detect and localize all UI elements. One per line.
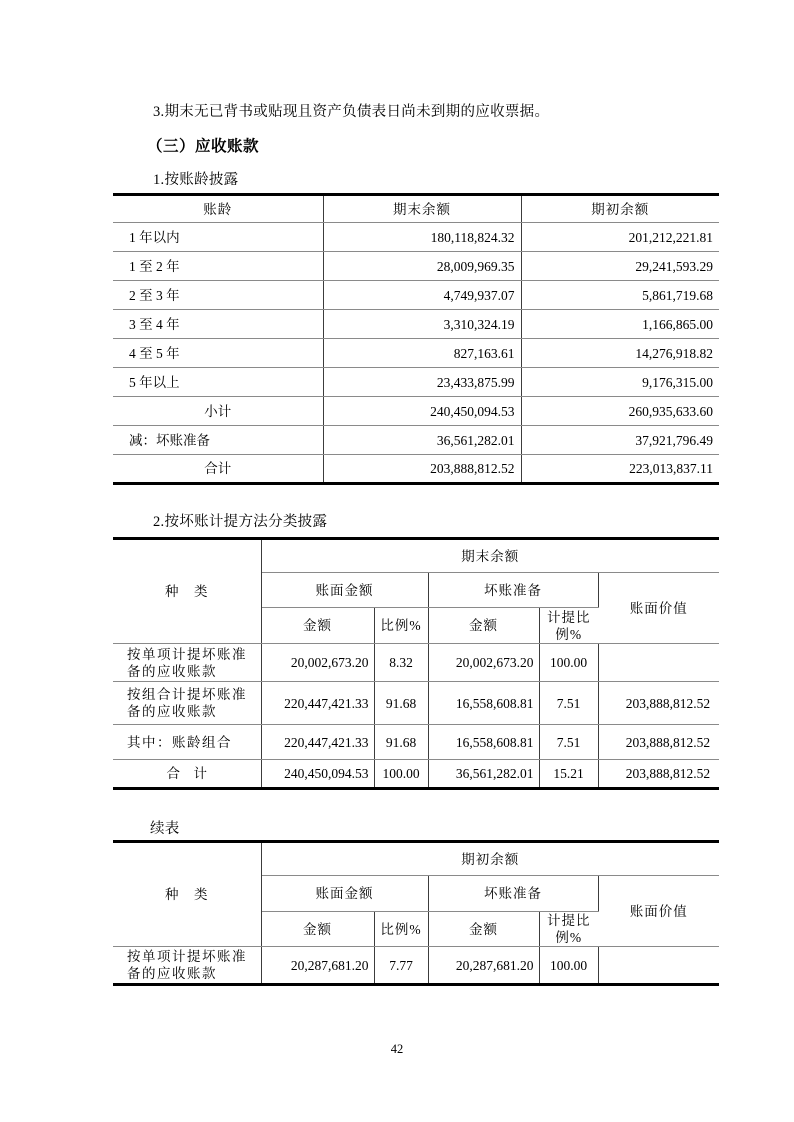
subsection-2-title: 2.按坏账计提方法分类披露: [153, 514, 328, 530]
table-row: [113, 281, 719, 310]
header-aging: 账龄: [113, 195, 323, 223]
aging-table: [113, 193, 719, 485]
header-ending-balance: 期末余额: [323, 195, 521, 223]
table-row: [113, 223, 719, 252]
aging-label: 1 至 2 年: [113, 252, 323, 281]
table-row: [113, 682, 719, 725]
aging-label: 3 至 4 年: [113, 310, 323, 339]
header-bad-debt-provision: 坏账准备: [428, 876, 598, 912]
book-value: 203,888,812.52: [598, 682, 719, 725]
table-row: [113, 252, 719, 281]
header-amount: 金额: [428, 912, 539, 947]
header-bad-debt-provision: 坏账准备: [428, 573, 598, 608]
header-ratio: 比例%: [374, 608, 428, 644]
book-value: 203,888,812.52: [598, 725, 719, 760]
header-beginning-balance: 期初余额: [521, 195, 719, 223]
total-row: [113, 760, 719, 789]
header-book-amount: 账面金额: [261, 573, 428, 608]
beginning-balance-value: 37,921,796.49: [521, 426, 719, 455]
provision-ratio-value: 100.00: [539, 644, 598, 682]
beginning-balance-value: 201,212,221.81: [521, 223, 719, 252]
category-label: 按单项计提坏账准备的应收账款: [113, 947, 261, 985]
beginning-balance-value: 9,176,315.00: [521, 368, 719, 397]
provision-method-table-ending: [113, 537, 719, 790]
book-value: [598, 947, 719, 985]
table-row: [113, 426, 719, 455]
ending-balance-value: 36,561,282.01: [323, 426, 521, 455]
book-amount-value: 220,447,421.33: [261, 725, 374, 760]
header-book-value: 账面价值: [598, 876, 719, 947]
table-row: [113, 310, 719, 339]
beginning-balance-value: 5,861,719.68: [521, 281, 719, 310]
bad-debt-amount-value: 16,558,608.81: [428, 725, 539, 760]
header-provision-ratio: 计提比例%: [539, 912, 598, 947]
header-ending-balance: 期末余额: [261, 539, 719, 573]
book-amount-value: 20,002,673.20: [261, 644, 374, 682]
table-row: [113, 339, 719, 368]
ratio-value: 100.00: [374, 760, 428, 789]
header-provision-ratio: 计提比例%: [539, 608, 598, 644]
header-book-amount: 账面金额: [261, 876, 428, 912]
total-label: 合 计: [113, 760, 261, 789]
ending-balance-value: 180,118,824.32: [323, 223, 521, 252]
aging-label: 5 年以上: [113, 368, 323, 397]
subsection-1-title: 1.按账龄披露: [153, 172, 239, 188]
beginning-balance-value: 260,935,633.60: [521, 397, 719, 426]
beginning-balance-value: 14,276,918.82: [521, 339, 719, 368]
section-title: （三）应收账款: [147, 138, 260, 155]
ratio-value: 8.32: [374, 644, 428, 682]
ending-balance-value: 4,749,937.07: [323, 281, 521, 310]
beginning-balance-value: 29,241,593.29: [521, 252, 719, 281]
book-amount-value: 20,287,681.20: [261, 947, 374, 985]
table-header-row: [113, 195, 719, 223]
category-label: 其中：账龄组合: [113, 725, 261, 760]
less-provision-label: 减：坏账准备: [113, 426, 323, 455]
subtotal-label: 小计: [113, 397, 323, 426]
bad-debt-amount-value: 20,287,681.20: [428, 947, 539, 985]
bad-debt-amount-value: 36,561,282.01: [428, 760, 539, 789]
header-category: 种 类: [113, 842, 261, 947]
ending-balance-value: 23,433,875.99: [323, 368, 521, 397]
aging-label: 4 至 5 年: [113, 339, 323, 368]
table-header-row: [113, 539, 719, 573]
table-row: [113, 368, 719, 397]
total-row: [113, 455, 719, 484]
book-value: [598, 644, 719, 682]
provision-ratio-value: 100.00: [539, 947, 598, 985]
page-number: 42: [390, 1042, 404, 1056]
aging-label: 1 年以内: [113, 223, 323, 252]
aging-label: 2 至 3 年: [113, 281, 323, 310]
header-category: 种 类: [113, 539, 261, 644]
table-row: [113, 644, 719, 682]
continued-table-label: 续表: [150, 821, 180, 837]
book-amount-value: 240,450,094.53: [261, 760, 374, 789]
subtotal-row: [113, 397, 719, 426]
ratio-value: 91.68: [374, 682, 428, 725]
header-amount: 金额: [261, 608, 374, 644]
header-beginning-balance: 期初余额: [261, 842, 719, 876]
ratio-value: 91.68: [374, 725, 428, 760]
beginning-balance-value: 1,166,865.00: [521, 310, 719, 339]
header-amount: 金额: [261, 912, 374, 947]
provision-ratio-value: 7.51: [539, 682, 598, 725]
table-row: [113, 947, 719, 985]
table-header-row: [113, 842, 719, 876]
header-amount: 金额: [428, 608, 539, 644]
provision-ratio-value: 7.51: [539, 725, 598, 760]
header-ratio: 比例%: [374, 912, 428, 947]
book-value: 203,888,812.52: [625, 766, 711, 781]
beginning-balance-value: 223,013,837.11: [629, 461, 713, 476]
header-book-value: 账面价值: [598, 573, 719, 644]
provision-ratio-value: 15.21: [539, 760, 598, 789]
ratio-value: 7.77: [374, 947, 428, 985]
ending-balance-value: 3,310,324.19: [323, 310, 521, 339]
ending-balance-value: 28,009,969.35: [323, 252, 521, 281]
ending-balance-value: 240,450,094.53: [323, 397, 521, 426]
category-label: 按组合计提坏账准备的应收账款: [113, 682, 261, 725]
book-amount-value: 220,447,421.33: [261, 682, 374, 725]
bad-debt-amount-value: 16,558,608.81: [428, 682, 539, 725]
provision-method-table-beginning: [113, 840, 719, 986]
ending-balance-value: 827,163.61: [323, 339, 521, 368]
category-label: 按单项计提坏账准备的应收账款: [113, 644, 261, 682]
ending-balance-value: 203,888,812.52: [323, 455, 521, 484]
total-label: 合计: [113, 455, 323, 484]
table-row: [113, 725, 719, 760]
note-paragraph: 3.期末无已背书或贴现且资产负债表日尚未到期的应收票据。: [153, 104, 550, 120]
bad-debt-amount-value: 20,002,673.20: [428, 644, 539, 682]
